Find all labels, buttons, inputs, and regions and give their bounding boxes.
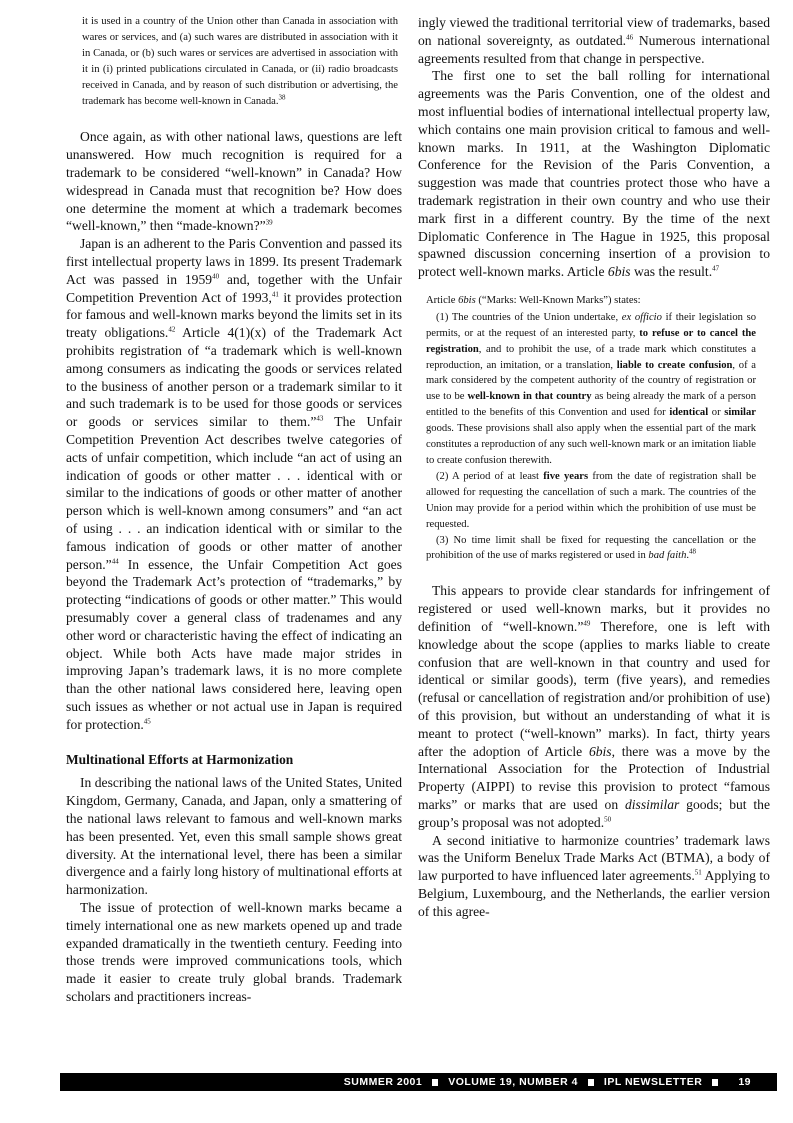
footnote-ref: 41 [271, 290, 279, 299]
quote-paragraph: it is used in a country of the Union other than Canada in association with wares or services, and (a) such wares are distributed in association with it in Canada, or (b) such wares or services are advertised in association with it in (i) printed publications circulated in Canada, or (ii) radio broadcasts received in Canada, and by reason of such distribution or advertising, the trademark has become well-known in Canada.$^{38}$ [82, 16, 398, 107]
body-paragraph: Japan is an adherent to the Paris Convention and passed its first intellectual property laws in 1899. Its present Trademark Act was passed in 1959$^{40}$ and, together with the Unfair Competition Prevention Act of 1993,41 it provides protection for famous and well-known marks beyond the limits set in its treaty obligations.$^{42}$ Article 4(1)(x) of the Trademark Act prohibits registration of “a trademark which is well-known among consumers as indicating the goods or services related to the business of another person or a trademark similar to it and such trademark is to be used for those goods or services or goods or services similar to them.”$^{43}$ The Unfair Competition Prevention Act describes twelve categories of acts of unfair competition, which include “an act of using an indication of goods or other matter . . . identical with or similar to the indications of goods or other matter of another person which is well-known among consumers” and “an act of using . . . an indication identical with or similar to the famous indication of goods or other matter of another person.”$^{44}$ In essence, the Unfair Competition Act goes beyond the Trademark Act’s protection of “trademarks,” by protecting “indications of goods or other matter.” This would presumably cover a general class of tradenames and any other word or characteristic having the effect of indicating an object. While both Acts have made major strides in improving Japan’s trademark laws, it is no more complete than the other national laws considered here, leaving open such issues as whether or not actual use in Japan is required for protection.$^{45}$ [66, 236, 402, 732]
footnote-ref: 42 [168, 325, 176, 334]
footer-publication: IPL NEWSLETTER [603, 1076, 703, 1088]
body-paragraph: Once again, as with other national laws, questions are left unanswered. How much recognition is required for a trademark to be considered “well-known” in Canada? How widespread in Canada must that recognition be? How does one determine the moment at which a trademark becomes “well-known,” then “made-known?”$^{39}$ [66, 129, 402, 234]
footnote-ref: 50 [604, 815, 612, 824]
footnote-ref: 47 [712, 264, 720, 273]
quote-paragraph: (1) The countries of the Union undertake, ex officio if their legislation so permits, or at the request of an interested party, to refuse or to cancel the registration, and to prohibit the use, of a trade mark which constitutes a reproduction, an imitation, or a translation, liable to create confusion, of a mark considered by the competent authority of the country of registration or use to be well-known in that country as being already the mark of a person entitled to the benefits of this Convention and used for identical or similar goods. These provisions shall also apply when the essential part of the mark constitutes a reproduction of any such well-known mark or an imitation liable to create confusion therewith. [426, 311, 757, 467]
page-number: 19 [738, 1076, 751, 1088]
body-paragraph: The first one to set the ball rolling for international agreements was the Paris Convention, one of the oldest and most influential bodies of international intellectual property law, which contains one main provision critical to famous and well-known marks. In 1911, at the Washington Diplomatic Conference for the Revision of the Paris Convention, a suggestion was made that countries protect those who have a trademark registration in their own country and who use their mark first in a different country. By the time of the next Diplomatic Conference in The Hague in 1925, this proposal spawned discussion concerning insertion of a provision to protect well-known marks. Article 6bis was the result.$^{47}$ [418, 68, 770, 280]
quote-lead: Article 6bis (“Marks: Well-Known Marks”) states: [426, 294, 641, 306]
body-paragraph: In describing the national laws of the United States, United Kingdom, Germany, Canada, and Japan, only a smattering of the national laws relevant to famous and well-known marks has been presented. Yet, even this small sample shows great diversity. At the international level, there has been a similar divergence and a fairly long history of multinational efforts at harmonization. [66, 775, 402, 898]
body-paragraph: ingly viewed the traditional territorial view of trademarks, based on national sovereignty, as outdated.$^{46}$ Numerous international agreements resulted from that change in perspective. [418, 15, 770, 66]
footnote-ref: 49 [583, 619, 591, 628]
quote-paragraph: (2) A period of at least five years from the date of registration shall be allowed for requesting the cancellation of such a mark. The countries of the Union may provide for a period within which the prohibition of use must be requested. [426, 470, 757, 530]
footnote-ref: 38 [278, 93, 286, 101]
canada-statute-quote [82, 14, 398, 109]
square-separator-icon [588, 1079, 594, 1086]
body-paragraph: The issue of protection of well-known marks became a timely international one as new markets opened up and trade expanded dramatically in the twentieth century. Feeding into those trends were improved communications tools, which made it easier to create truly global brands. Trademark scholars and practitioners increas- [66, 899, 402, 1004]
article-6bis-quote [426, 293, 756, 564]
section-heading: Multinational Efforts at Harmonization [66, 751, 294, 767]
footnote-ref: 40 [212, 272, 220, 281]
footnote-ref: 39 [265, 218, 273, 227]
page-footer-bar [60, 1073, 777, 1091]
body-paragraph: This appears to provide clear standards for infringement of registered or used well-known marks, but it provides no definition of “well-known.”$^{49}$ Therefore, one is left with knowledge about the scope (applies to marks liable to create confusion that are well-known in that country and used for identical or similar goods), term (five years), and remedies (refusal or cancellation of registration and/or prohibition of use) of this provision, but without an understanding of what it is meant to protect (“well-known” marks). In fact, thirty years after the adoption of Article 6bis, there was a move by the International Association for the Protection of Industrial Property (AIPPI) to revise this provision to protect “famous marks” or marks that are used on dissimilar goods; but the group’s proposal was not adopted.$^{50}$ [418, 583, 770, 830]
body-paragraph: A second initiative to harmonize countries’ trademark laws was the Uniform Benelux Trade Marks Act (BTMA), a body of law purported to have influenced later agreements.$^{51}$ Applying to Belgium, Luxembourg, and the Netherlands, the earlier version of this agree- [418, 832, 770, 919]
square-separator-icon [432, 1079, 438, 1086]
quote-paragraph: (3) No time limit shall be fixed for requesting the cancellation or the prohibition of the use of marks registered or used in bad faith.$^{48}$ [426, 534, 756, 562]
right-column [418, 14, 770, 921]
left-column [66, 14, 402, 1006]
footnote-ref: 45 [143, 717, 151, 726]
footer-issue: SUMMER 2001 [343, 1076, 423, 1088]
footnote-ref: 48 [689, 547, 697, 556]
footnote-ref: 43 [316, 414, 324, 423]
square-separator-icon [712, 1079, 718, 1086]
footnote-ref: 44 [111, 557, 119, 566]
footnote-ref: 51 [694, 868, 702, 877]
footer-volume: VOLUME 19, NUMBER 4 [448, 1076, 578, 1088]
footnote-ref: 46 [626, 33, 634, 42]
